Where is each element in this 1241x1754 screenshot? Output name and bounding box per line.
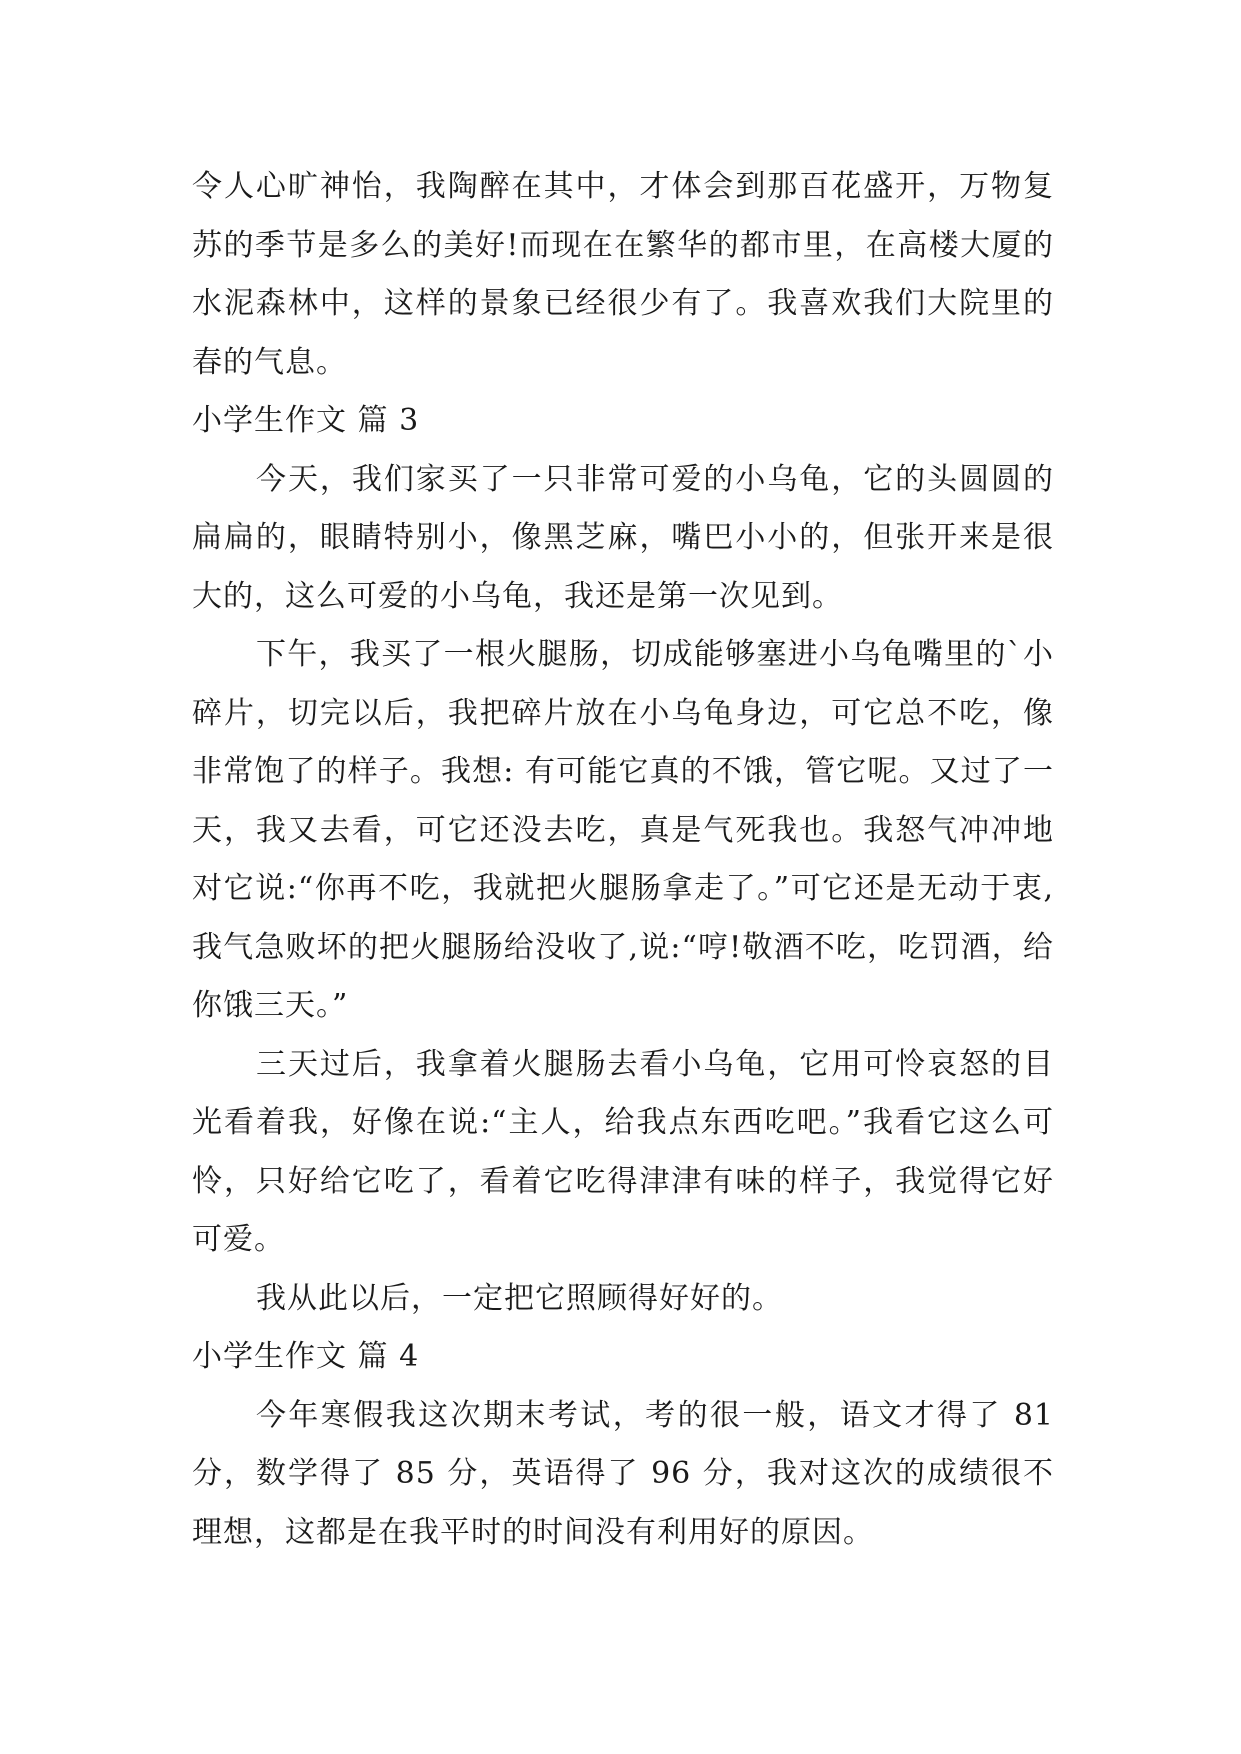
section-3-paragraph-1: 今天，我们家买了一只非常可爱的小乌龟，它的头圆圆的扁扁的，眼睛特别小，像黑芝麻，嘴巴小小的，但张开来是很大的，这么可爱的小乌龟，我还是第一次见到。 bbox=[192, 461, 1054, 614]
section-3-heading: 小学生作文 篇 3 bbox=[192, 403, 420, 438]
intro-paragraph: 令人心旷神怡，我陶醉在其中，才体会到那百花盛开，万物复苏的季节是多么的美好!而现在在繁华的都市里，在高楼大厦的水泥森林中，这样的景象已经很少有了。我喜欢我们大院里的春的气息。 bbox=[192, 169, 1054, 380]
section-4-heading: 小学生作文 篇 4 bbox=[192, 1339, 420, 1374]
section-3-paragraph-4: 我从此以后，一定把它照顾得好好的。 bbox=[256, 1280, 783, 1316]
section-4-paragraph-1: 今年寒假我这次期末考试，考的很一般，语文才得了 81 分，数学得了 85 分，英语得了 96 分，我对这次的成绩很不理想，这都是在我平时的时间没有利用好的原因。 bbox=[192, 1397, 1054, 1550]
section-3-paragraph-2: 下午，我买了一根火腿肠，切成能够塞进小乌龟嘴里的`小碎片，切完以后，我把碎片放在小乌龟身边，可它总不吃，像非常饱了的样子。我想: 有可能它真的不饿，管它呢。又过了一天，我又去看，可它还没去吃，真是气死我也。我怒气冲冲地对它说:“你再不吃，我就把火腿肠拿走了。”可它还是无动于衷,我气急败坏的把火腿肠给没收了,说:“哼!敬酒不吃，吃罚酒，给你饿三天。” bbox=[192, 637, 1054, 1023]
section-3-paragraph-3: 三天过后，我拿着火腿肠去看小乌龟，它用可怜哀怒的目光看着我，好像在说:“主人，给我点东西吃吧。”我看它这么可怜，只好给它吃了，看着它吃得津津有味的样子，我觉得它好可爱。 bbox=[192, 1046, 1054, 1257]
document-page bbox=[192, 158, 1054, 1562]
